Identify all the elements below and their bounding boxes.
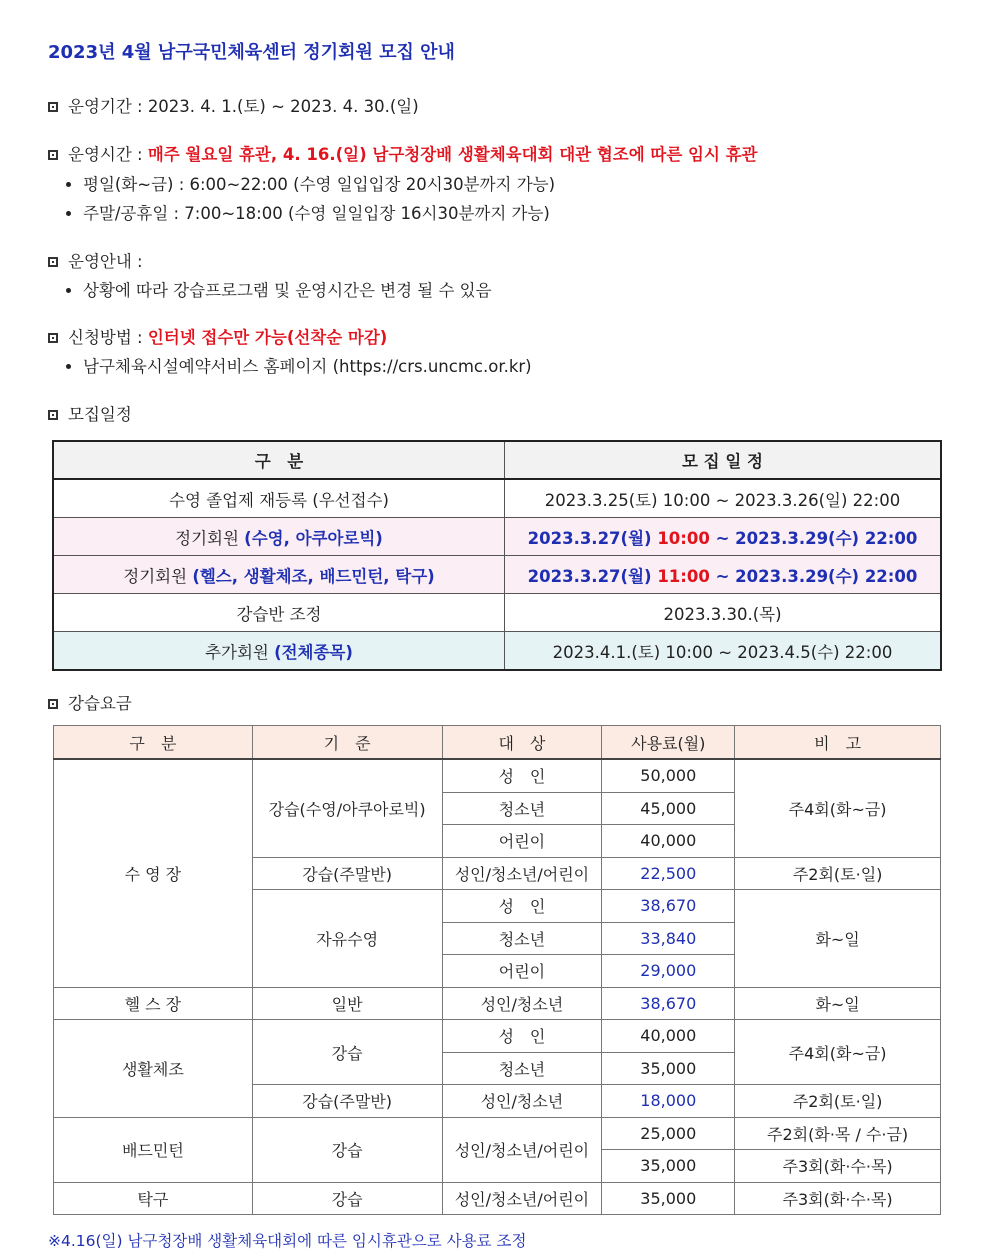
period-line: 운영기간 : 2023. 4. 1.(토) ~ 2023. 4. 30.(일): [48, 93, 419, 117]
schedule-heading: 모집일정: [48, 401, 132, 425]
table-row: 생활체조 강습 성 인 40,000 주4회(화~금): [54, 1020, 941, 1053]
list-item: 상황에 따라 강습프로그램 및 운영시간은 변경 될 수 있음: [66, 277, 492, 301]
bullet-icon: [66, 288, 71, 293]
schedule-table: [52, 440, 942, 671]
table-row: 헬 스 장 일반 성인/청소년 38,670 화~일: [54, 987, 941, 1020]
table-row: 자유수영 성 인 38,670 화~일: [54, 890, 941, 923]
table-header-row: 구 분 기 준 대 상 사용료(월) 비 고: [54, 726, 941, 760]
square-bullet-icon: [48, 257, 58, 267]
page-title: 2023년 4월 남구국민체육센터 정기회원 모집 안내: [48, 42, 455, 63]
hours-notice: 매주 월요일 휴관, 4. 16.(일) 남구청장배 생활체육대회 대관 협조에 따른 임시 휴관: [147, 145, 758, 164]
table-row: 배드민턴 강습 성인/청소년/어린이 25,000 주2회(화·목 / 수·금): [54, 1117, 941, 1150]
list-item: 주말/공휴일 : 7:00~18:00 (수영 일일입장 16시30분까지 가능): [66, 200, 550, 224]
square-bullet-icon: [48, 699, 58, 709]
table-row: 35,000 주3회(화·수·목): [54, 1150, 941, 1183]
table-row: 어린이 29,000: [54, 955, 941, 988]
table-row: 정기회원 (헬스, 생활체조, 배드민턴, 탁구) 2023.3.27(월) 11:00 ~ 2023.3.29(수) 22:00: [53, 556, 941, 594]
hours-line: 운영시간 : 매주 월요일 휴관, 4. 16.(일) 남구청장배 생활체육대회 대관 협조에 따른 임시 휴관: [48, 141, 758, 165]
apply-notice: 인터넷 접수만 가능(선착순 마감): [147, 328, 388, 347]
fees-heading: 강습요금: [48, 690, 132, 714]
bullet-icon: [66, 364, 71, 369]
square-bullet-icon: [48, 102, 58, 112]
table-row: 어린이 40,000: [54, 825, 941, 858]
list-item: 평일(화~금) : 6:00~22:00 (수영 일입입장 20시30분까지 가능): [66, 171, 555, 195]
square-bullet-icon: [48, 410, 58, 420]
table-row: 청소년 35,000: [54, 1052, 941, 1085]
table-row: 정기회원 (수영, 아쿠아로빅) 2023.3.27(월) 10:00 ~ 2023.3.29(수) 22:00: [53, 518, 941, 556]
table-row: 추가회원 (전체종목) 2023.4.1.(토) 10:00 ~ 2023.4.5(수) 22:00: [53, 632, 941, 671]
table-row: 강습반 조정 2023.3.30.(목): [53, 594, 941, 632]
table-header-row: [53, 441, 941, 479]
square-bullet-icon: [48, 333, 58, 343]
table-row: 청소년 45,000: [54, 792, 941, 825]
list-item: 남구체육시설예약서비스 홈페이지 (https://crs.uncmc.or.kr): [66, 353, 532, 377]
table-row: 강습(주말반) 성인/청소년 18,000 주2회(토·일): [54, 1085, 941, 1118]
square-bullet-icon: [48, 150, 58, 160]
header-cell: 구 분: [53, 441, 505, 479]
bullet-icon: [66, 211, 71, 216]
table-row: 청소년 33,840: [54, 922, 941, 955]
table-row: 강습(주말반) 성인/청소년/어린이 22,500 주2회(토·일): [54, 857, 941, 890]
footnote: ※4.16(일) 남구청장배 생활체육대회에 따른 임시휴관으로 사용료 조정: [48, 1232, 527, 1250]
period-value: 2023. 4. 1.(토) ~ 2023. 4. 30.(일): [147, 97, 419, 116]
apply-line: 신청방법 : 인터넷 접수만 가능(선착순 마감): [48, 324, 387, 348]
table-row: 수영 졸업제 재등록 (우선접수) 2023.3.25(토) 10:00 ~ 2023.3.26(일) 22:00: [53, 479, 941, 518]
header-cell: 모 집 일 정: [505, 441, 942, 479]
guide-line: 운영안내 :: [48, 248, 143, 272]
table-row: 탁구 강습 성인/청소년/어린이 35,000 주3회(화·수·목): [54, 1182, 941, 1215]
fees-table: [53, 725, 941, 1215]
table-row: 수 영 장 강습(수영/아쿠아로빅) 성 인 50,000 주4회(화~금): [54, 759, 941, 792]
bullet-icon: [66, 182, 71, 187]
